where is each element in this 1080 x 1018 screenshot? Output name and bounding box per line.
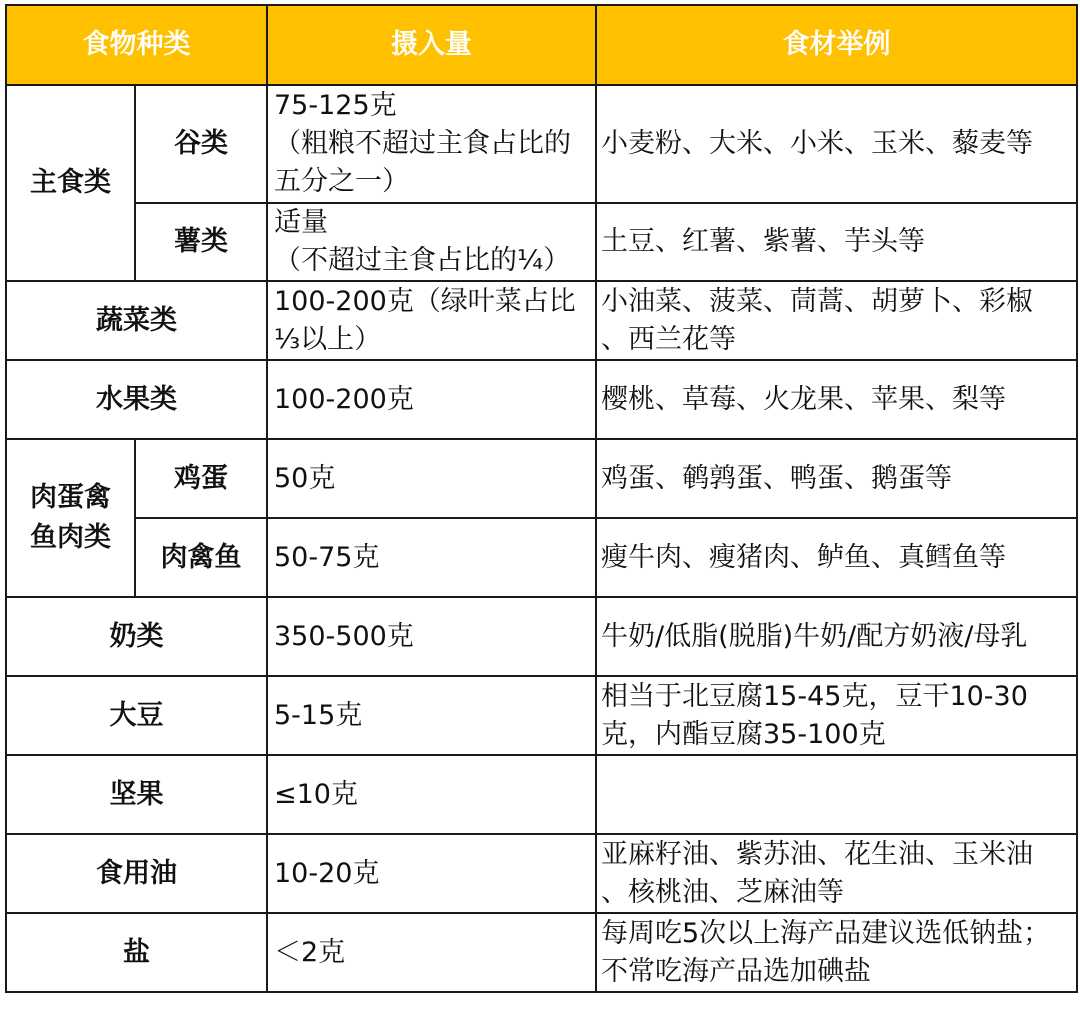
cat-nuts: 坚果 — [6, 755, 267, 834]
examples-milk: 牛奶/低脂(脱脂)牛奶/配方奶液/母乳 — [596, 597, 1077, 676]
amount-vegetable — [267, 281, 596, 360]
examples-soy-line-2: 克，内酯豆腐35-100克 — [601, 718, 886, 750]
amount-milk: 350-500克 — [267, 597, 596, 676]
cat-salt: 盐 — [6, 913, 267, 992]
amount-vegetable-line-1: 100-200克（绿叶菜占比 — [274, 285, 576, 317]
table-row-soy — [6, 676, 1077, 755]
table-row-tuber — [6, 203, 1077, 281]
examples-egg: 鸡蛋、鹌鹑蛋、鸭蛋、鹅蛋等 — [596, 439, 1077, 518]
group-meat-egg-line-1: 肉蛋禽 — [30, 482, 111, 513]
amount-oil: 10-20克 — [267, 834, 596, 913]
header-row — [6, 5, 1077, 85]
amount-nuts: ≤10克 — [267, 755, 596, 834]
subcat-egg: 鸡蛋 — [135, 439, 267, 518]
amount-grain-line-1: 75-125克 — [274, 90, 397, 121]
examples-oil-line-1: 亚麻籽油、紫苏油、花生油、玉米油 — [601, 838, 1033, 870]
examples-vegetable-line-2: 、西兰花等 — [601, 323, 736, 355]
subcat-tuber: 薯类 — [135, 203, 267, 281]
examples-grain: 小麦粉、大米、小米、玉米、藜麦等 — [596, 85, 1077, 203]
examples-salt — [596, 913, 1077, 992]
examples-oil-line-2: 、核桃油、芝麻油等 — [601, 876, 844, 908]
table-row-oil — [6, 834, 1077, 913]
examples-oil — [596, 834, 1077, 913]
amount-salt: ＜2克 — [267, 913, 596, 992]
examples-vegetable — [596, 281, 1077, 360]
amount-soy: 5-15克 — [267, 676, 596, 755]
cat-milk: 奶类 — [6, 597, 267, 676]
header-intake: 摄入量 — [267, 5, 596, 85]
amount-tuber-line-2: （不超过主食占比的¼） — [274, 245, 571, 276]
amount-tuber — [267, 203, 596, 281]
header-category: 食物种类 — [6, 5, 267, 85]
amount-grain-line-3: 五分之一） — [274, 166, 409, 197]
table-row-milk — [6, 597, 1077, 676]
cat-soy: 大豆 — [6, 676, 267, 755]
cat-oil: 食用油 — [6, 834, 267, 913]
examples-nuts — [596, 755, 1077, 834]
examples-salt-line-2: 不常吃海产品选加碘盐 — [601, 955, 871, 987]
group-meat-egg — [6, 439, 135, 597]
table-row-nuts — [6, 755, 1077, 834]
table-row-egg — [6, 439, 1077, 518]
group-meat-egg-line-2: 鱼肉类 — [30, 522, 111, 553]
examples-soy — [596, 676, 1077, 755]
header-examples: 食材举例 — [596, 5, 1077, 85]
subcat-meat: 肉禽鱼 — [135, 518, 267, 597]
cat-fruit: 水果类 — [6, 360, 267, 439]
examples-tuber: 土豆、红薯、紫薯、芋头等 — [596, 203, 1077, 281]
amount-vegetable-line-2: ⅓以上） — [274, 323, 382, 355]
table-row-meat — [6, 518, 1077, 597]
table-row-fruit — [6, 360, 1077, 439]
amount-grain-line-2: （粗粮不超过主食占比的 — [274, 128, 571, 159]
table-row-salt — [6, 913, 1077, 992]
examples-fruit: 樱桃、草莓、火龙果、苹果、梨等 — [596, 360, 1077, 439]
examples-salt-line-1: 每周吃5次以上海产品建议选低钠盐； — [601, 917, 1051, 949]
cat-vegetable: 蔬菜类 — [6, 281, 267, 360]
amount-fruit: 100-200克 — [267, 360, 596, 439]
examples-soy-line-1: 相当于北豆腐15-45克，豆干10-30 — [601, 680, 1028, 712]
amount-meat: 50-75克 — [267, 518, 596, 597]
table-row-grain — [6, 85, 1077, 203]
examples-meat: 瘦牛肉、瘦猪肉、鲈鱼、真鳕鱼等 — [596, 518, 1077, 597]
table-row-vegetable — [6, 281, 1077, 360]
diet-intake-table — [5, 4, 1078, 993]
group-staple: 主食类 — [6, 85, 135, 281]
examples-vegetable-line-1: 小油菜、菠菜、茼蒿、胡萝卜、彩椒 — [601, 285, 1033, 317]
amount-grain — [267, 85, 596, 203]
amount-egg: 50克 — [267, 439, 596, 518]
subcat-grain: 谷类 — [135, 85, 267, 203]
amount-tuber-line-1: 适量 — [274, 207, 328, 238]
